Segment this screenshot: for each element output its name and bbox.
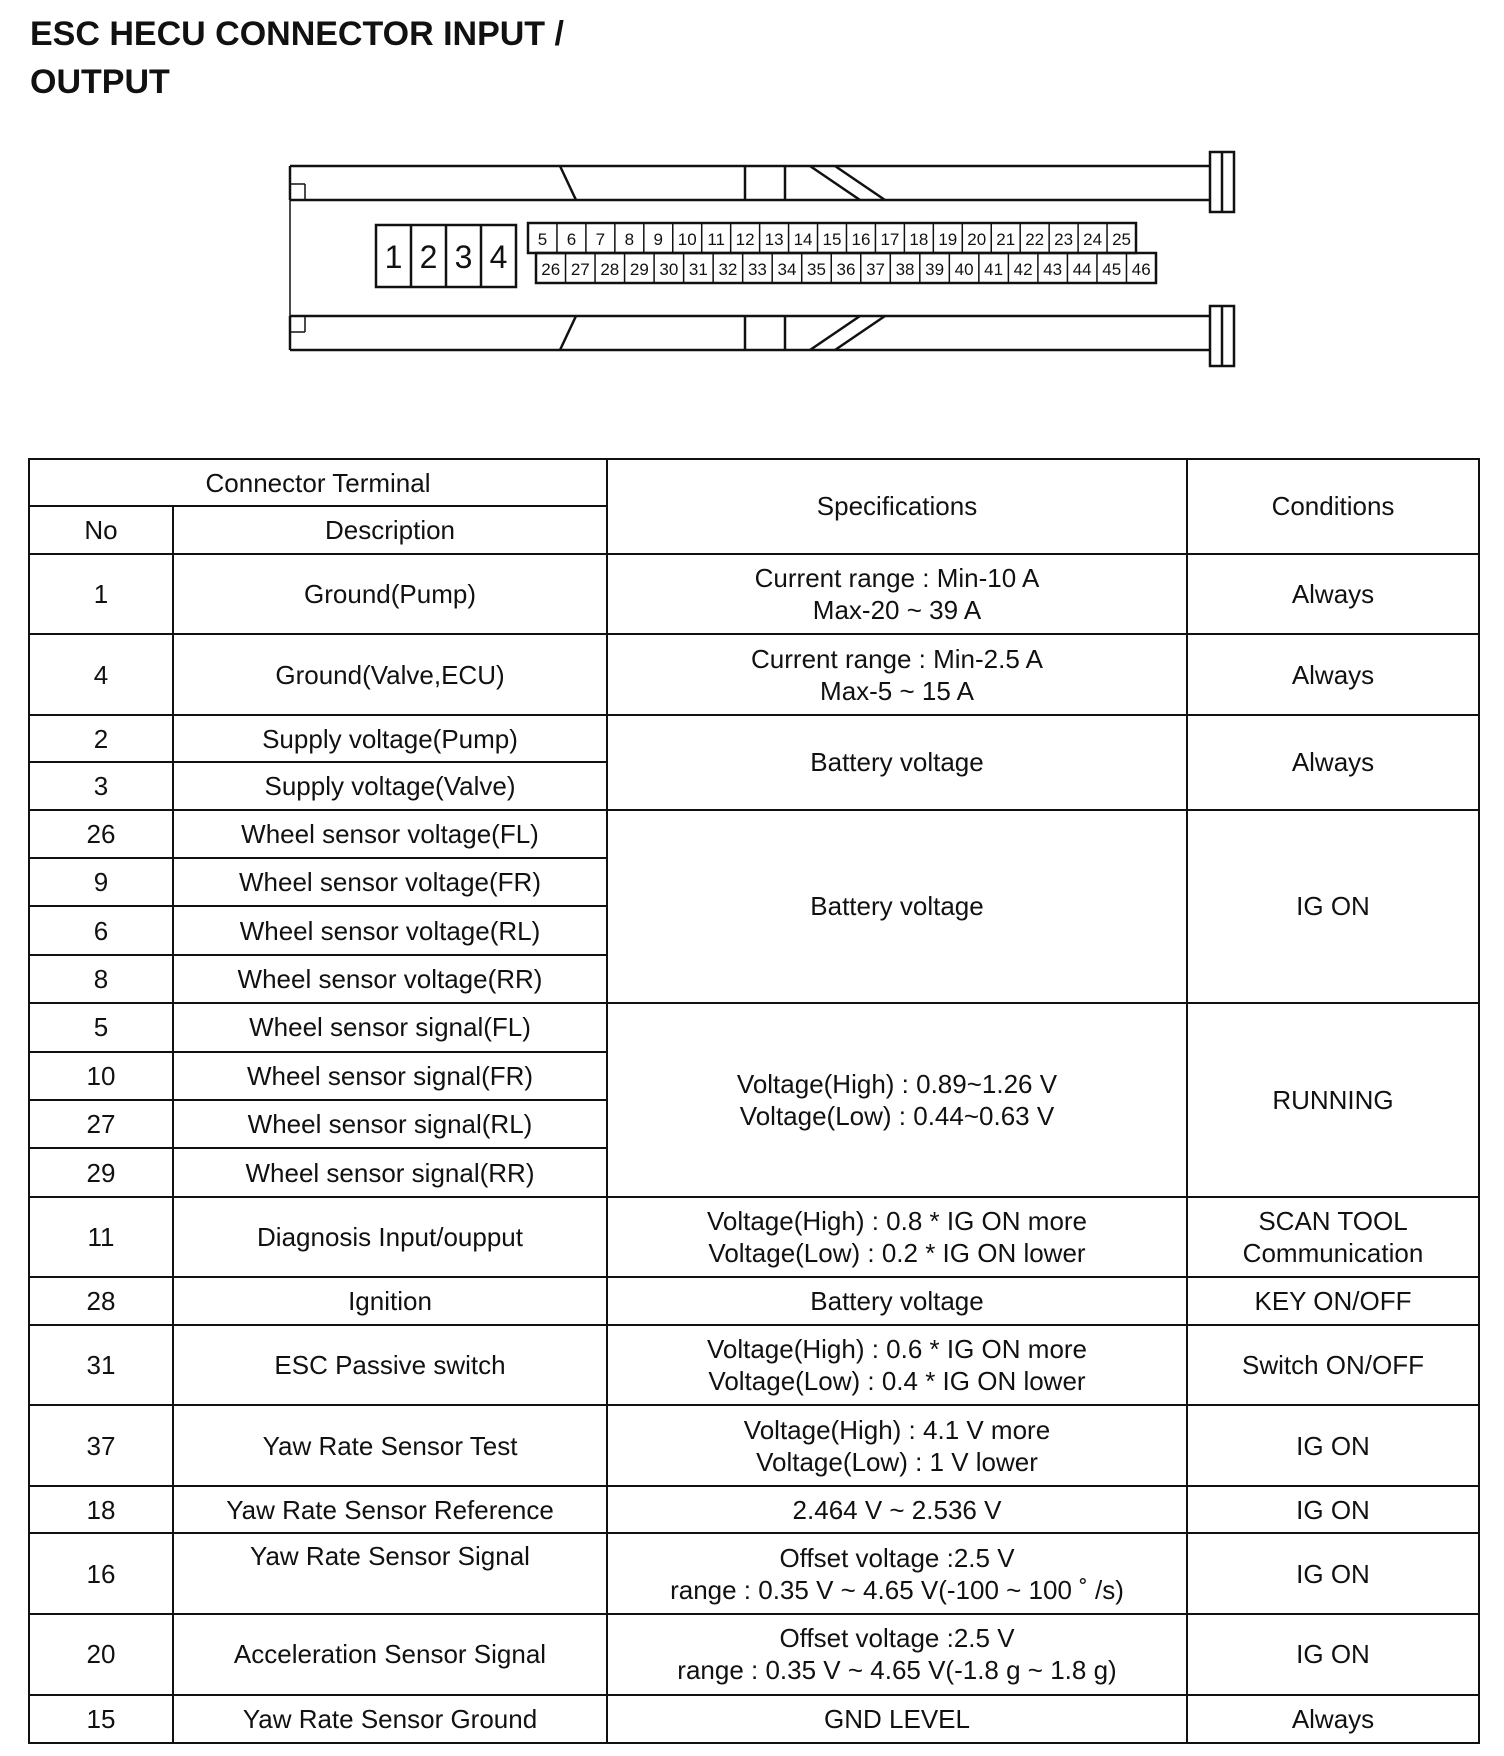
terminal-description: Wheel sensor voltage(FL): [173, 810, 607, 858]
pin-label-44: 44: [1072, 260, 1092, 279]
specification-cell: [607, 1197, 1187, 1278]
terminal-description: Ground(Valve,ECU): [173, 634, 607, 715]
header-row: [29, 459, 1479, 506]
condition-cell: [1187, 1197, 1479, 1278]
spec-line: Max-5 ~ 15 A: [820, 675, 974, 706]
terminal-no: 6: [29, 906, 173, 954]
condition-cell: KEY ON/OFF: [1187, 1277, 1479, 1324]
pin-label-26: 26: [541, 260, 561, 279]
pin-label-42: 42: [1013, 260, 1033, 279]
table-row: [29, 634, 1479, 715]
pin-label-12: 12: [735, 230, 755, 249]
specification-cell: [607, 1325, 1187, 1406]
spec-line: Voltage(Low) : 0.2 * IG ON lower: [708, 1238, 1086, 1268]
table-row: [29, 1486, 1479, 1533]
pin-label-41: 41: [984, 260, 1004, 279]
table-row: [29, 1003, 1479, 1051]
connector-diagram: [280, 140, 1250, 370]
spec-line: Voltage(Low) : 0.4 * IG ON lower: [708, 1365, 1086, 1396]
pin-label-16: 16: [851, 230, 871, 249]
pin-label-20: 20: [967, 230, 987, 249]
pin-label-10: 10: [677, 230, 697, 249]
specification-cell: Battery voltage: [607, 715, 1187, 810]
spec-line: Offset voltage :2.5 V: [779, 1542, 1015, 1573]
spec-line: Current range : Min-10 A: [754, 563, 1040, 594]
terminal-description: Yaw Rate Sensor Test: [173, 1405, 607, 1486]
specification-cell: Battery voltage: [607, 1277, 1187, 1324]
terminal-no: 15: [29, 1695, 173, 1743]
spec-line: Voltage(Low) : 1 V lower: [756, 1446, 1038, 1477]
pin-label-4: 4: [489, 239, 508, 275]
header-connector-terminal: Connector Terminal: [29, 459, 607, 506]
pin-label-8: 8: [624, 230, 635, 249]
terminal-description: Wheel sensor voltage(FR): [173, 858, 607, 906]
pin-label-40: 40: [954, 260, 974, 279]
pin-label-3: 3: [454, 239, 473, 275]
terminal-no: 11: [29, 1197, 173, 1278]
terminal-description: Diagnosis Input/oupput: [173, 1197, 607, 1278]
terminal-description: Wheel sensor signal(RL): [173, 1100, 607, 1148]
terminal-description: Acceleration Sensor Signal: [173, 1614, 607, 1695]
terminal-no: 3: [29, 762, 173, 809]
condition-cell: IG ON: [1187, 810, 1479, 1004]
pin-label-23: 23: [1054, 230, 1074, 249]
specification-cell: 2.464 V ~ 2.536 V: [607, 1486, 1187, 1533]
pin-label-33: 33: [747, 260, 767, 279]
pin-label-22: 22: [1025, 230, 1045, 249]
title-line-1: ESC HECU CONNECTOR INPUT /: [30, 15, 564, 53]
pin-label-17: 17: [880, 230, 900, 249]
table-row: [29, 1533, 1479, 1614]
terminal-no: 29: [29, 1148, 173, 1196]
pin-label-27: 27: [570, 260, 590, 279]
spec-line: Voltage(High) : 0.89~1.26 V: [736, 1068, 1058, 1099]
pin-label-31: 31: [688, 260, 708, 279]
terminal-no: 8: [29, 955, 173, 1003]
terminal-no: 1: [29, 554, 173, 635]
terminal-description: Yaw Rate Sensor Signal: [173, 1533, 607, 1614]
terminal-table: [28, 458, 1480, 1744]
terminal-description: Wheel sensor voltage(RL): [173, 906, 607, 954]
terminal-description: ESC Passive switch: [173, 1325, 607, 1406]
spec-line: Voltage(High) : 0.8 * IG ON more: [706, 1206, 1088, 1236]
table-row: [29, 1405, 1479, 1486]
spec-line: Voltage(Low) : 0.44~0.63 V: [739, 1100, 1055, 1131]
condition-cell: IG ON: [1187, 1405, 1479, 1486]
specification-cell: GND LEVEL: [607, 1695, 1187, 1743]
pin-label-35: 35: [807, 260, 826, 279]
specification-cell: [607, 1614, 1187, 1695]
terminal-no: 4: [29, 634, 173, 715]
condition-cell: Always: [1187, 554, 1479, 635]
pin-label-38: 38: [895, 260, 915, 279]
title-line-2: OUTPUT: [30, 63, 170, 101]
pin-label-32: 32: [718, 260, 738, 279]
table-row: [29, 1614, 1479, 1695]
condition-cell: IG ON: [1187, 1486, 1479, 1533]
pin-label-9: 9: [653, 230, 664, 249]
terminal-no: 26: [29, 810, 173, 858]
header-conditions: Conditions: [1187, 459, 1479, 554]
terminal-no: 10: [29, 1052, 173, 1100]
condition-cell: IG ON: [1187, 1533, 1479, 1614]
pin-label-15: 15: [822, 230, 842, 249]
specification-cell: [607, 634, 1187, 715]
pin-label-5: 5: [537, 230, 548, 249]
terminal-description: Ignition: [173, 1277, 607, 1324]
table-row: [29, 1695, 1479, 1743]
condition-line: Communication: [1242, 1238, 1424, 1268]
spec-line: Offset voltage :2.5 V: [779, 1623, 1015, 1654]
condition-cell: IG ON: [1187, 1614, 1479, 1695]
terminal-no: 5: [29, 1003, 173, 1051]
pin-label-13: 13: [764, 230, 784, 249]
pin-label-46: 46: [1131, 260, 1151, 279]
pin-label-36: 36: [836, 260, 856, 279]
pin-label-28: 28: [600, 260, 620, 279]
specification-cell: [607, 1405, 1187, 1486]
terminal-description: Supply voltage(Valve): [173, 762, 607, 809]
terminal-description: Yaw Rate Sensor Reference: [173, 1486, 607, 1533]
pin-label-21: 21: [996, 230, 1016, 249]
table-row: [29, 1197, 1479, 1278]
table-row: [29, 554, 1479, 635]
pin-label-7: 7: [595, 230, 606, 249]
terminal-no: 27: [29, 1100, 173, 1148]
condition-cell: Always: [1187, 634, 1479, 715]
header-no: No: [29, 506, 173, 553]
table-row: [29, 810, 1479, 858]
specification-cell: [607, 1533, 1187, 1614]
terminal-no: 37: [29, 1405, 173, 1486]
terminal-no: 31: [29, 1325, 173, 1406]
pin-label-37: 37: [866, 260, 885, 279]
header-specifications: Specifications: [607, 459, 1187, 554]
condition-cell: RUNNING: [1187, 1003, 1479, 1197]
table-row: [29, 1277, 1479, 1324]
condition-cell: Always: [1187, 1695, 1479, 1743]
spec-line: range : 0.35 V ~ 4.65 V(-100 ~ 100 ˚ /s): [670, 1574, 1124, 1605]
top-pin-row: [538, 223, 1131, 253]
pin-label-1: 1: [384, 239, 403, 275]
pin-label-19: 19: [938, 230, 958, 249]
terminal-description: Wheel sensor signal(FR): [173, 1052, 607, 1100]
specification-cell: Battery voltage: [607, 810, 1187, 1004]
spec-line: range : 0.35 V ~ 4.65 V(-1.8 g ~ 1.8 g): [677, 1655, 1117, 1686]
pin-label-45: 45: [1102, 260, 1122, 279]
terminal-description: Yaw Rate Sensor Ground: [173, 1695, 607, 1743]
spec-line: Voltage(High) : 4.1 V more: [743, 1414, 1051, 1445]
spec-line: Current range : Min-2.5 A: [751, 643, 1043, 674]
pin-label-34: 34: [777, 260, 797, 279]
terminal-no: 18: [29, 1486, 173, 1533]
terminal-no: 28: [29, 1277, 173, 1324]
pin-label-24: 24: [1083, 230, 1103, 249]
terminal-description: Ground(Pump): [173, 554, 607, 635]
terminal-no: 2: [29, 715, 173, 762]
terminal-description: Wheel sensor voltage(RR): [173, 955, 607, 1003]
pin-label-2: 2: [419, 239, 438, 275]
bottom-pin-row: [541, 253, 1150, 283]
specification-cell: [607, 1003, 1187, 1197]
page-title: [30, 10, 730, 106]
pin-label-30: 30: [659, 260, 679, 279]
terminal-no: 9: [29, 858, 173, 906]
spec-line: Voltage(High) : 0.6 * IG ON more: [706, 1333, 1088, 1364]
condition-cell: Switch ON/OFF: [1187, 1325, 1479, 1406]
condition-line: SCAN TOOL: [1258, 1206, 1408, 1236]
pin-label-14: 14: [793, 230, 813, 249]
terminal-description: Wheel sensor signal(RR): [173, 1148, 607, 1196]
pin-label-29: 29: [629, 260, 649, 279]
spec-line: Max-20 ~ 39 A: [812, 595, 982, 626]
pin-label-25: 25: [1112, 230, 1131, 249]
pin-label-18: 18: [909, 230, 929, 249]
condition-cell: Always: [1187, 715, 1479, 810]
terminal-no: 16: [29, 1533, 173, 1614]
terminal-description: Wheel sensor signal(FL): [173, 1003, 607, 1051]
table-row: [29, 1325, 1479, 1406]
pin-label-39: 39: [925, 260, 945, 279]
header-description: Description: [173, 506, 607, 553]
pin-label-43: 43: [1043, 260, 1063, 279]
specification-cell: [607, 554, 1187, 635]
terminal-description: Supply voltage(Pump): [173, 715, 607, 762]
terminal-no: 20: [29, 1614, 173, 1695]
pin-label-6: 6: [566, 230, 577, 249]
table-row: [29, 715, 1479, 762]
pin-label-11: 11: [707, 230, 726, 249]
